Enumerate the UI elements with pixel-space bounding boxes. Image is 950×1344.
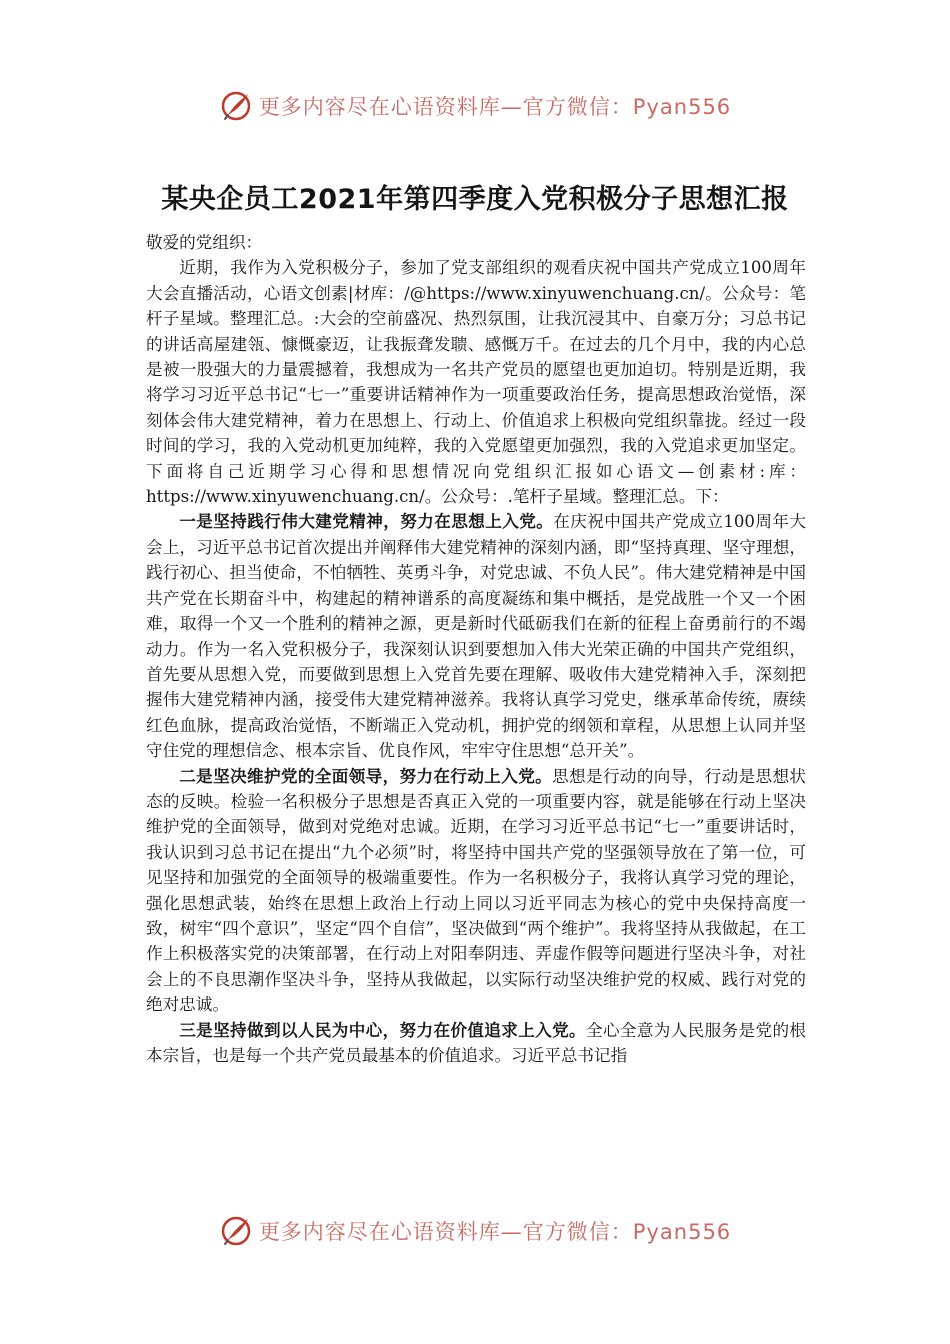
footer-watermark [0, 1211, 950, 1251]
quill-logo-icon [219, 89, 253, 123]
paragraph-text: 在庆祝中国共产党成立100周年大会上，习近平总书记首次提出并阐释伟大建党精神的深刻内涵，即“坚持真理、坚守理想，践行初心、担当使命，不怕牺牲、英勇斗争，对党忠诚、不负人民”。伟大建党精神是中国共产党在长期奋斗中，构建起的精神谱系的高度凝练和集中概括，是党战胜一个又一个困难，取得一个又一个胜利的精神之源，更是新时代砥砺我们在新的征程上奋勇前行的不竭动力。作为一名入党积极分子，我深刻认识到要想加入伟大光荣正确的中国共产党组织，首先要从思想入党，而要做到思想上入党首先要在理解、吸收伟大建党精神入手，深刻把握伟大建党精神内涵，接受伟大建党精神滋养。我将认真学习党史，继承革命传统，赓续红色血脉，提高政治觉悟，不断端正入党动机，拥护党的纲领和章程，从思想上认同并坚守住党的理想信念、根本宗旨、优良作风，牢牢守住思想“总开关”。 [146, 512, 807, 761]
watermark-text: 更多内容尽在心语资料库—官方微信：Pyan556 [258, 95, 732, 119]
paragraph-lead: 三是坚持做到以人民为中心，努力在价值追求上入党。 [179, 1020, 586, 1040]
paragraph-lead: 二是坚决维护党的全面领导，努力在行动上入党。 [179, 766, 553, 786]
document-body [146, 230, 806, 1068]
paragraph-point-two [146, 764, 806, 1018]
watermark-text: 更多内容尽在心语资料库—官方微信：Pyan556 [258, 1220, 732, 1244]
paragraph-lead: 一是坚持践行伟大建党精神，努力在思想上入党。 [179, 512, 554, 532]
header-watermark [0, 86, 950, 126]
paragraph-text: 思想是行动的向导，行动是思想状态的反映。检验一名积极分子思想是否真正入党的一项重要内容，就是能够在行动上坚决维护党的全面领导，做到对党绝对忠诚。近期，在学习习近平总书记“七一”重要讲话时，我认识到习总书记在提出“九个必须”时，将坚持中国共产党的坚强领导放在了第一位，可见坚持和加强党的全面领导的极端重要性。作为一名积极分子，我将认真学习党的理论，强化思想武装，始终在思想上政治上行动上同以习近平同志为核心的党中央保持高度一致，树牢“四个意识”，坚定“四个自信”，坚决做到“两个维护”。我将坚持从我做起，在工作上积极落实党的决策部署，在行动上对阳奉阴违、弄虚作假等问题进行坚决斗争，对社会上的不良思潮作坚决斗争，坚持从我做起，以实际行动坚决维护党的权威、践行对党的绝对忠诚。 [146, 766, 807, 1015]
document-title: 某央企员工2021年第四季度入党积极分子思想汇报 [161, 184, 789, 215]
salutation: 敬爱的党组织： [146, 233, 263, 252]
paragraph-intro [146, 255, 806, 509]
paragraph-point-one [146, 509, 806, 763]
paragraph-text: 全心全意为人民服务是党的根本宗旨，也是每一个共产党员最基本的价值追求。习近平总书记指 [146, 1020, 806, 1065]
paragraph-point-three [146, 1018, 806, 1069]
paragraph-text: 近期，我作为入党积极分子，参加了党支部组织的观看庆祝中国共产党成立100周年大会直播活动，心语文创素|材库：/@https://www.xinyuwenchuang.cn/。公众号：笔杆子星域。整理汇总。:大会的空前盛况、热烈氛围，让我沉浸其中、自豪万分；习总书记的讲话高屋建瓴、慷慨豪迈，让我振聋发聩、感慨万千。在过去的几个月中，我的内心总是被一股强大的力量震撼着，我想成为一名共产党员的愿望也更加迫切。特别是近期，我将学习习近平总书记“七一”重要讲话精神作为一项重要政治任务，提高思想政治觉悟，深刻体会伟大建党精神，着力在思想上、行动上、价值追求上积极向党组织靠拢。经过一段时间的学习，我的入党动机更加纯粹，我的入党愿望更加强烈，我的入党追求更加坚定。下面将自己近期学习心得和思想情况向党组织汇报如心语文—创素材:库：https://www.xinyuwenchuang.cn/。公众号：.笔杆子星域。整理汇总。下： [146, 258, 806, 507]
quill-logo-icon [219, 1214, 253, 1248]
